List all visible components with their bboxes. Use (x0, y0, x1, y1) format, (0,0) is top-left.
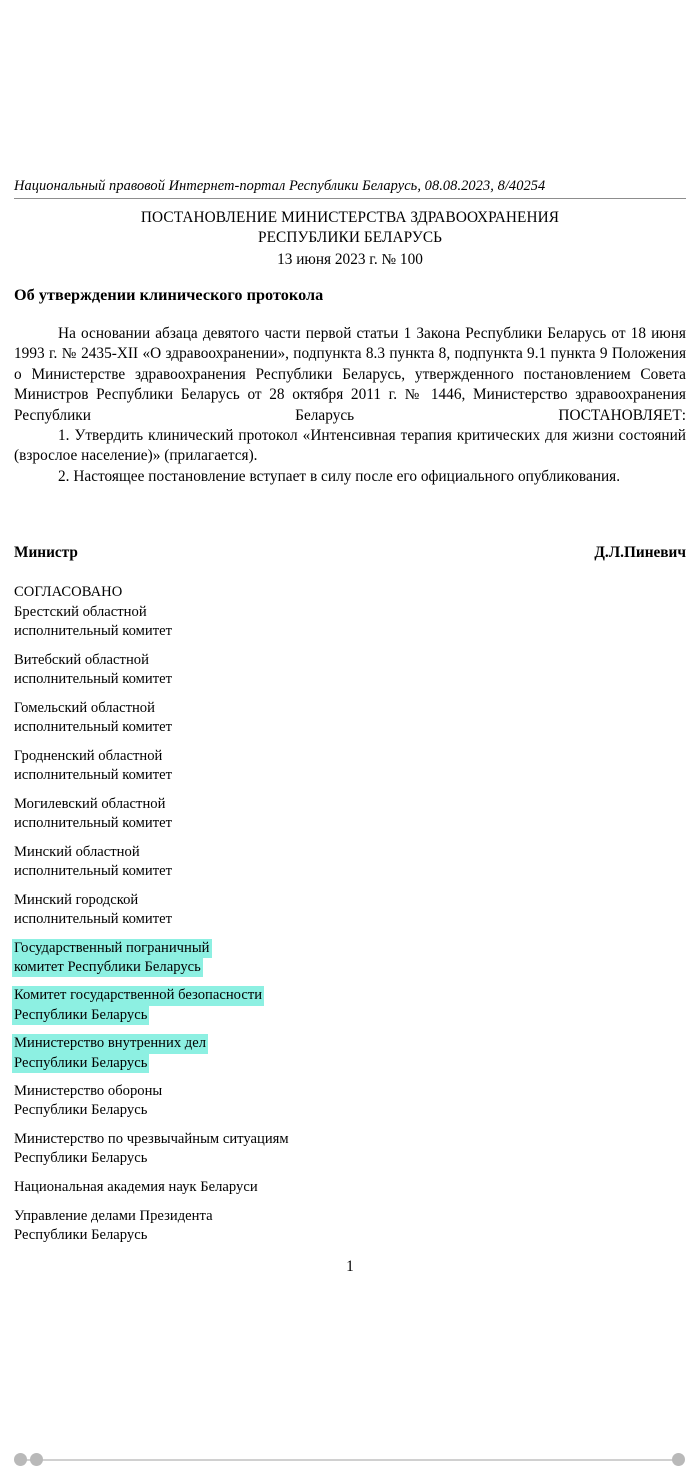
preamble-paragraph: На основании абзаца девятого части первой статьи 1 Закона Республики Беларусь от 18 июня 1993 г. № 2435-XII «О здравоохранении», подпункта 8.3 пункта 8, подпункта 9.1 пункта 9 Положения о Министерстве здравоохранения Республики Беларусь, утвержденного постановлением Совета Министров Республики Беларусь от 28 октября 2011 г. № 1446, Министерство здравоохранения Республики Беларусь ПОСТАНОВЛЯЕТ: (14, 325, 686, 424)
approval-line-highlighted: Комитет государственной безопасности (12, 986, 264, 1005)
approval-line: Брестский областной (14, 604, 147, 621)
approval-line: исполнительный комитет (14, 623, 173, 640)
approval-line: Управление делами Президента (14, 1207, 213, 1224)
approval-entry (12, 747, 432, 785)
approval-line: Могилевский областной (14, 795, 166, 812)
document-body (14, 324, 686, 487)
approval-line: Республики Беларусь (14, 1226, 148, 1243)
approval-entry (12, 603, 432, 641)
approval-line: Гродненский областной (14, 747, 163, 764)
approvals-list (12, 603, 432, 1245)
approval-line: исполнительный комитет (14, 862, 173, 879)
running-header-text: Национальный правовой Интернет-портал Республики Беларусь, 08.08.2023, 8/40254 (14, 178, 546, 194)
approval-entry (12, 1178, 432, 1197)
approval-line: исполнительный комитет (14, 719, 173, 736)
signer-name: Д.Л.Пиневич (594, 544, 686, 561)
title-date-number: 13 июня 2023 г. № 100 (277, 250, 423, 268)
approval-entry (12, 891, 432, 929)
approval-line: Минский областной (14, 843, 140, 860)
approval-line-highlighted: Государственный пограничный (12, 939, 212, 958)
bottom-toolbar (0, 1438, 700, 1482)
document-subject-heading: Об утверждении клинического протокола (14, 286, 324, 304)
approvals-heading: СОГЛАСОВАНО (14, 584, 123, 600)
clause-2-paragraph: 2. Настоящее постановление вступает в силу после его официального опубликования. (58, 467, 621, 485)
signer-role: Министр (14, 544, 78, 561)
approval-entry (12, 843, 432, 881)
title-line-2: РЕСПУБЛИКИ БЕЛАРУСЬ (257, 229, 443, 247)
handle-dot-left-inner[interactable] (30, 1453, 43, 1466)
approval-line: исполнительный комитет (14, 671, 173, 688)
approval-entry (12, 699, 432, 737)
approval-line: Минский городской (14, 891, 139, 908)
approval-entry (12, 1207, 432, 1245)
handle-dot-left-outer[interactable] (14, 1453, 27, 1466)
signature-row (14, 543, 686, 562)
approval-line-highlighted: Республики Беларусь (12, 1006, 149, 1025)
approval-line: Республики Беларусь (14, 1102, 148, 1119)
approval-line: Министерство обороны (14, 1083, 163, 1100)
approval-entry (12, 651, 432, 689)
approval-entry (12, 1130, 432, 1168)
document-title-block (14, 208, 686, 270)
clause-1-paragraph: 1. Утвердить клинический протокол «Интенсивная терапия критических для жизни состояний (взрослое население)» (прилагается). (14, 427, 686, 465)
handle-dot-right[interactable] (672, 1453, 685, 1466)
approval-line: Министерство по чрезвычайным ситуациям (14, 1131, 289, 1148)
approval-entry (12, 939, 432, 977)
approval-line: Витебский областной (14, 652, 149, 669)
approval-entry (12, 986, 432, 1024)
approval-line: исполнительный комитет (14, 910, 173, 927)
page-number: 1 (346, 1258, 354, 1275)
approval-line: Гомельский областной (14, 700, 155, 717)
approval-entry (12, 1082, 432, 1120)
approval-line: Национальная академия наук Беларуси (14, 1179, 258, 1196)
approval-line: Республики Беларусь (14, 1150, 148, 1167)
approval-line: исполнительный комитет (14, 767, 173, 784)
running-header (14, 178, 686, 199)
approval-line-highlighted: комитет Республики Беларусь (12, 958, 203, 977)
title-line-1: ПОСТАНОВЛЕНИЕ МИНИСТЕРСТВА ЗДРАВООХРАНЕНИЯ (140, 209, 560, 226)
approval-entry (12, 1034, 432, 1072)
approval-line-highlighted: Республики Беларусь (12, 1054, 149, 1073)
approval-entry (12, 795, 432, 833)
approval-line-highlighted: Министерство внутренних дел (12, 1034, 208, 1053)
approval-line: исполнительный комитет (14, 815, 173, 832)
progress-track[interactable] (16, 1459, 684, 1461)
header-divider (14, 198, 686, 199)
approvals-section (12, 583, 432, 1245)
